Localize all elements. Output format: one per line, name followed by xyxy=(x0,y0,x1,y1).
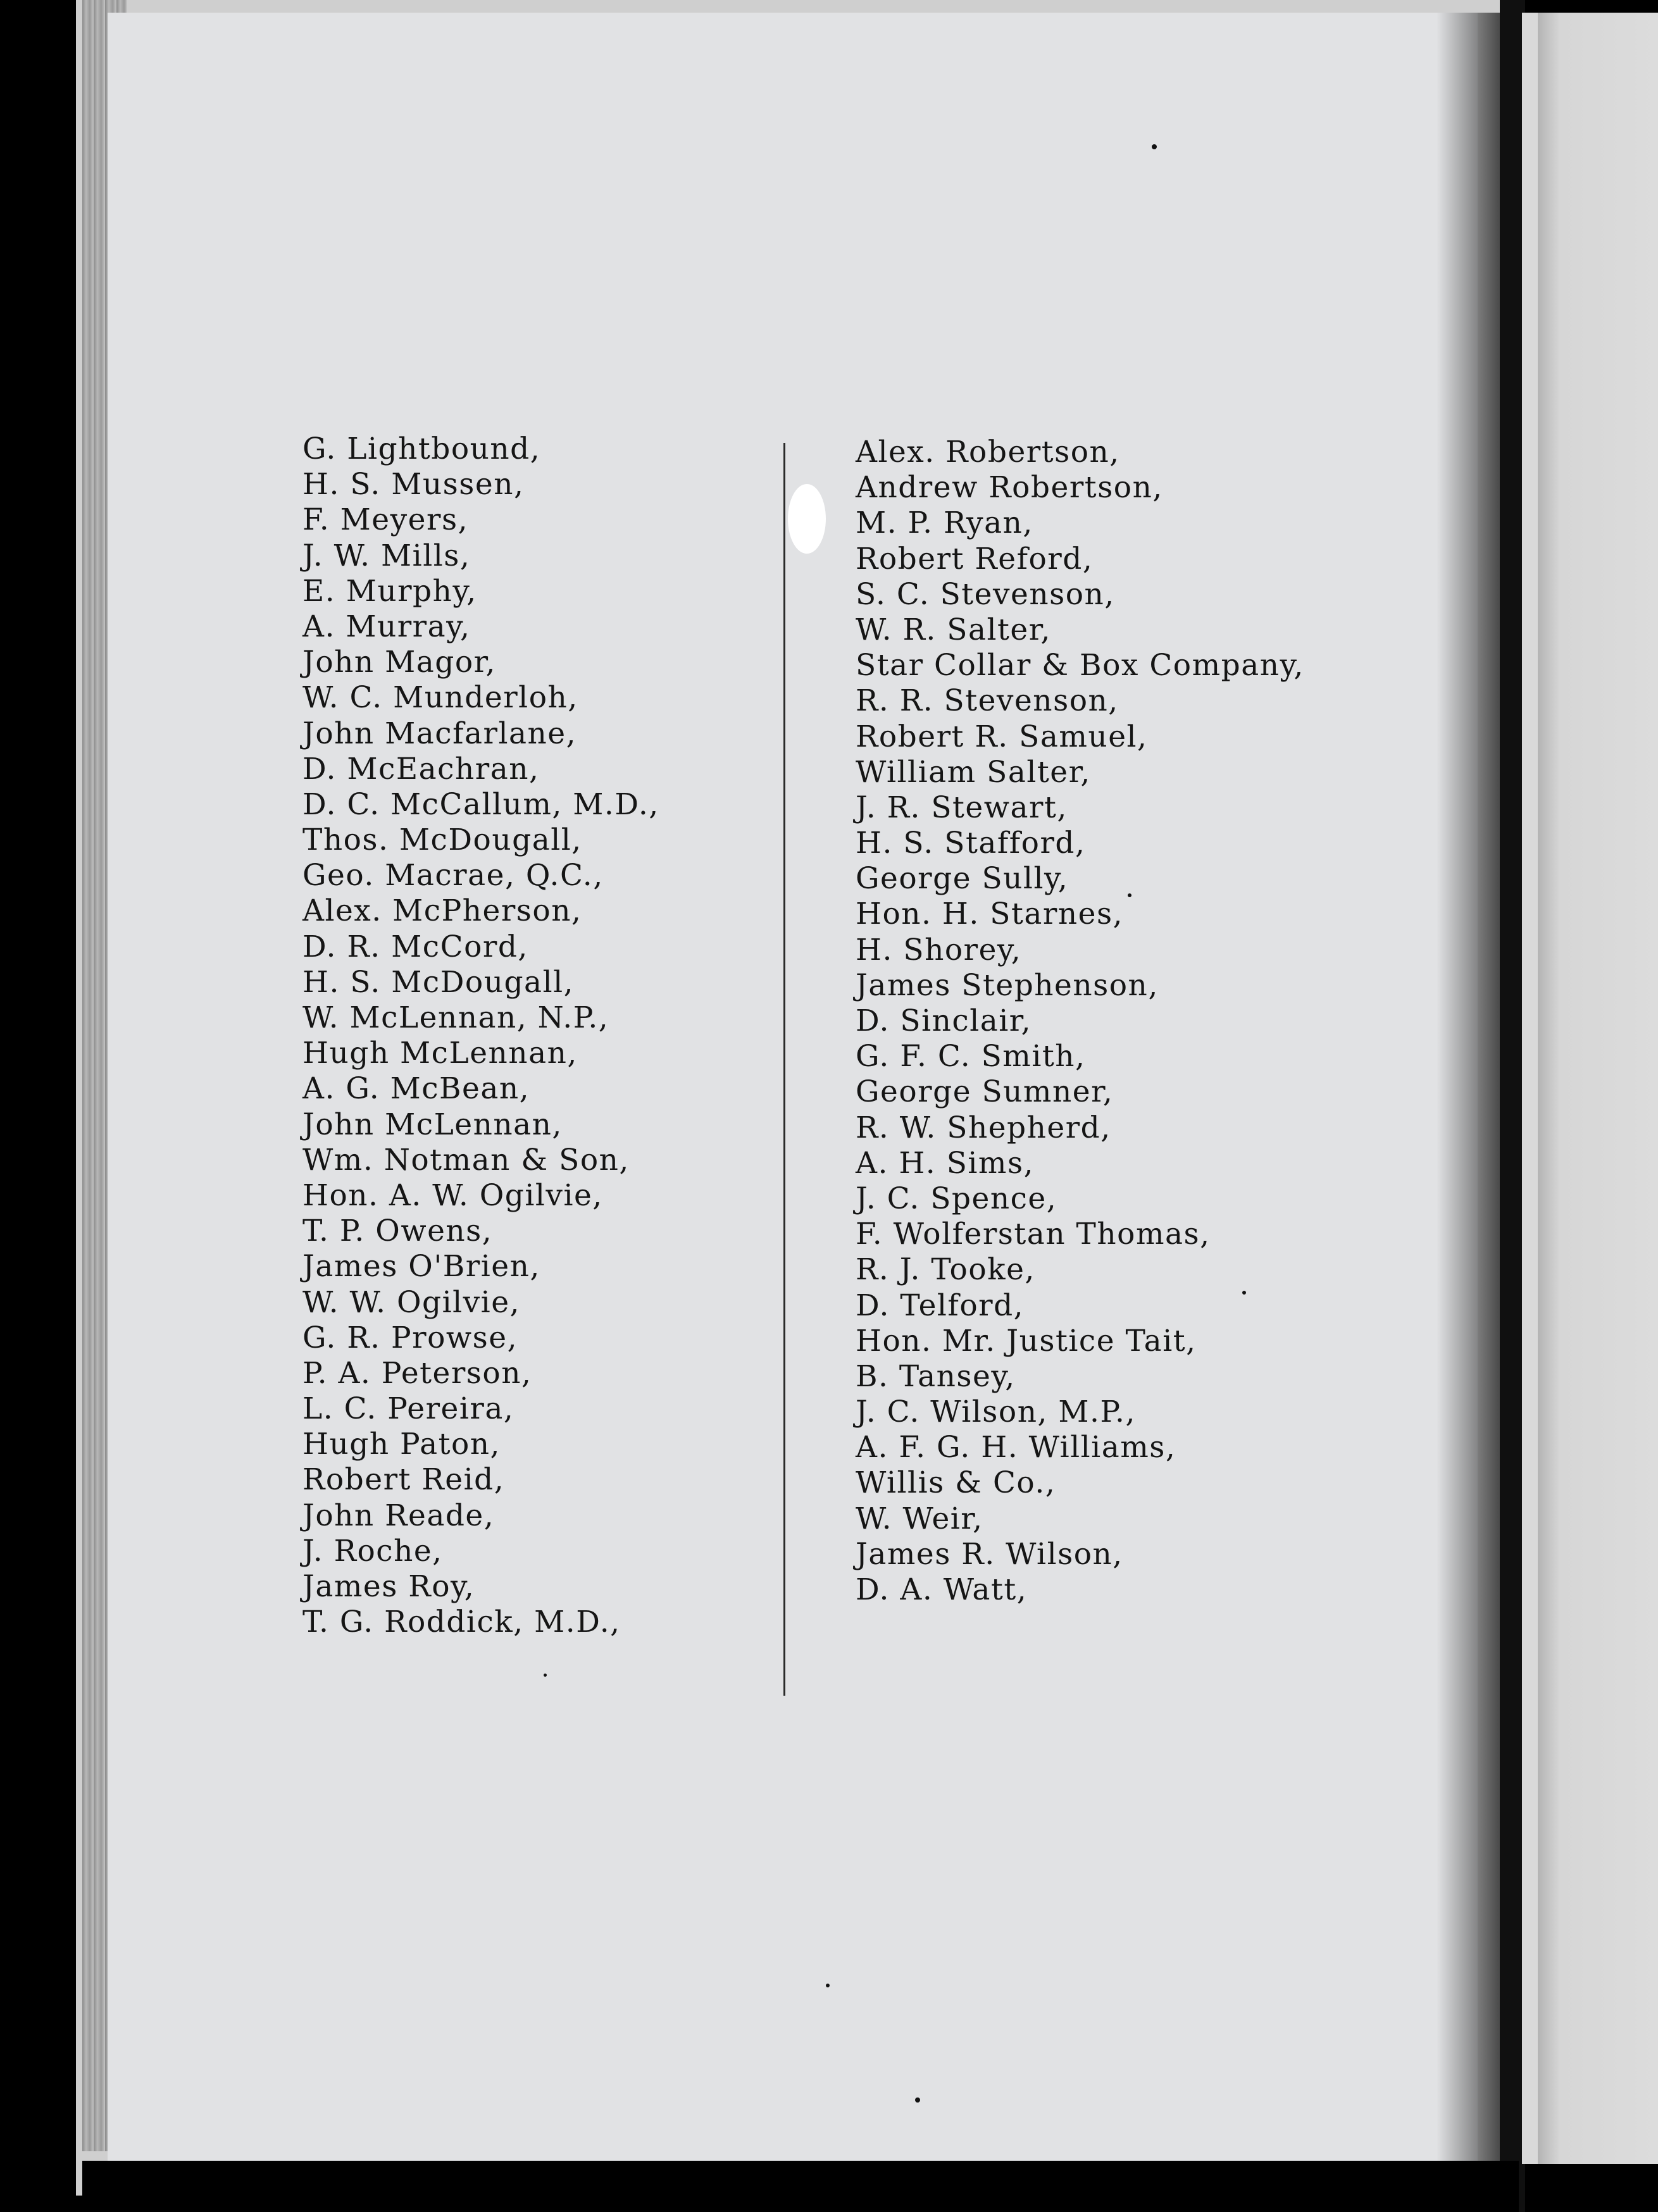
subscriber-name: H. S. Mussen, xyxy=(302,467,525,502)
subscriber-name: J. C. Spence, xyxy=(856,1181,1057,1216)
subscriber-name: James R. Wilson, xyxy=(856,1536,1123,1572)
subscriber-name: W. Weir, xyxy=(856,1501,983,1536)
subscriber-name: T. G. Roddick, M.D., xyxy=(302,1605,621,1640)
subscriber-name: J. R. Stewart, xyxy=(856,790,1068,825)
subscriber-name: E. Murphy, xyxy=(302,573,477,609)
subscriber-name: P. A. Peterson, xyxy=(302,1355,532,1391)
subscriber-name: A. G. McBean, xyxy=(302,1071,530,1107)
subscriber-name: J. Roche, xyxy=(302,1533,443,1569)
subscriber-name: D. Sinclair, xyxy=(856,1003,1032,1038)
facing-page-edge xyxy=(1522,13,1658,2164)
subscriber-name: Geo. Macrae, Q.C., xyxy=(302,858,604,893)
subscriber-name: Robert R. Samuel, xyxy=(856,719,1148,754)
subscriber-name: Hon. A. W. Ogilvie, xyxy=(302,1177,603,1213)
subscriber-name: R. W. Shepherd, xyxy=(856,1110,1111,1145)
subscriber-name: Wm. Notman & Son, xyxy=(302,1142,630,1177)
subscriber-name: Star Collar & Box Company, xyxy=(856,648,1304,683)
subscriber-name: John Reade, xyxy=(302,1498,495,1533)
subscriber-name: W. W. Ogilvie, xyxy=(302,1284,520,1320)
ink-speck xyxy=(915,2097,920,2103)
subscriber-name: George Sumner, xyxy=(856,1074,1114,1110)
subscriber-name: J. W. Mills, xyxy=(302,538,471,573)
subscriber-name: Thos. McDougall, xyxy=(302,823,582,858)
column-divider xyxy=(783,443,785,1696)
subscriber-name: R. J. Tooke, xyxy=(856,1252,1035,1288)
subscriber-name: F. Wolferstan Thomas, xyxy=(856,1217,1211,1252)
subscriber-name: Robert Reford, xyxy=(856,541,1094,576)
subscriber-name: D. A. Watt, xyxy=(856,1572,1028,1607)
subscriber-name: D. McEachran, xyxy=(302,751,540,786)
subscriber-name: S. C. Stevenson, xyxy=(856,576,1115,612)
subscriber-name: A. F. G. H. Williams, xyxy=(856,1430,1176,1465)
subscriber-name: R. R. Stevenson, xyxy=(856,683,1119,719)
subscriber-name: A. H. Sims, xyxy=(856,1145,1035,1181)
subscriber-list-left xyxy=(302,432,659,1640)
subscriber-name: John McLennan, xyxy=(302,1107,563,1142)
ink-speck xyxy=(826,1984,830,1987)
subscriber-name: H. Shorey, xyxy=(856,932,1022,967)
subscriber-name: Alex. Robertson, xyxy=(856,435,1120,469)
subscriber-name: G. R. Prowse, xyxy=(302,1320,518,1355)
scan-bottom-border xyxy=(82,2161,1519,2212)
subscriber-name: W. McLennan, N.P., xyxy=(302,1000,609,1035)
ink-speck xyxy=(544,1674,547,1677)
subscriber-name: Alex. McPherson, xyxy=(302,893,582,929)
subscriber-name: A. Murray, xyxy=(302,609,471,644)
subscriber-name: William Salter, xyxy=(856,754,1091,790)
subscriber-name: H. S. Stafford, xyxy=(856,826,1086,861)
subscriber-name: Hon. Mr. Justice Tait, xyxy=(856,1323,1197,1358)
book-spine xyxy=(1500,0,1525,2212)
subscriber-name: H. S. McDougall, xyxy=(302,964,575,1000)
subscriber-name: M. P. Ryan, xyxy=(856,506,1033,541)
subscriber-name: Hugh Paton, xyxy=(302,1427,501,1462)
subscriber-name: John Magor, xyxy=(302,645,496,680)
paper-blemish xyxy=(788,484,826,554)
subscriber-name: Hugh McLennan, xyxy=(302,1036,578,1071)
subscriber-name: Andrew Robertson, xyxy=(856,470,1163,506)
subscriber-name: W. C. Munderloh, xyxy=(302,680,578,716)
subscriber-name: G. F. C. Smith, xyxy=(856,1039,1086,1074)
subscriber-name: J. C. Wilson, M.P., xyxy=(856,1395,1136,1430)
subscriber-list-right xyxy=(856,435,1304,1608)
subscriber-name: James Roy, xyxy=(302,1569,475,1604)
subscriber-name: Robert Reid, xyxy=(302,1462,505,1498)
subscriber-name: D. Telford, xyxy=(856,1288,1025,1323)
subscriber-name: James O'Brien, xyxy=(302,1249,540,1284)
subscriber-name: D. R. McCord, xyxy=(302,929,528,964)
subscriber-name: B. Tansey, xyxy=(856,1358,1016,1394)
subscriber-name: James Stephenson, xyxy=(856,967,1159,1003)
subscriber-name: George Sully, xyxy=(856,861,1069,897)
subscriber-name: D. C. McCallum, M.D., xyxy=(302,786,659,822)
subscriber-name: W. R. Salter, xyxy=(856,612,1051,647)
subscriber-name: T. P. Owens, xyxy=(302,1214,493,1249)
subscriber-name: F. Meyers, xyxy=(302,502,469,538)
subscriber-name: Hon. H. Starnes, xyxy=(856,897,1124,932)
subscriber-name: L. C. Pereira, xyxy=(302,1391,514,1427)
subscriber-name: Willis & Co., xyxy=(856,1465,1056,1501)
ink-speck xyxy=(1152,144,1157,149)
subscriber-name: G. Lightbound, xyxy=(302,432,541,466)
subscriber-name: John Macfarlane, xyxy=(302,716,577,751)
